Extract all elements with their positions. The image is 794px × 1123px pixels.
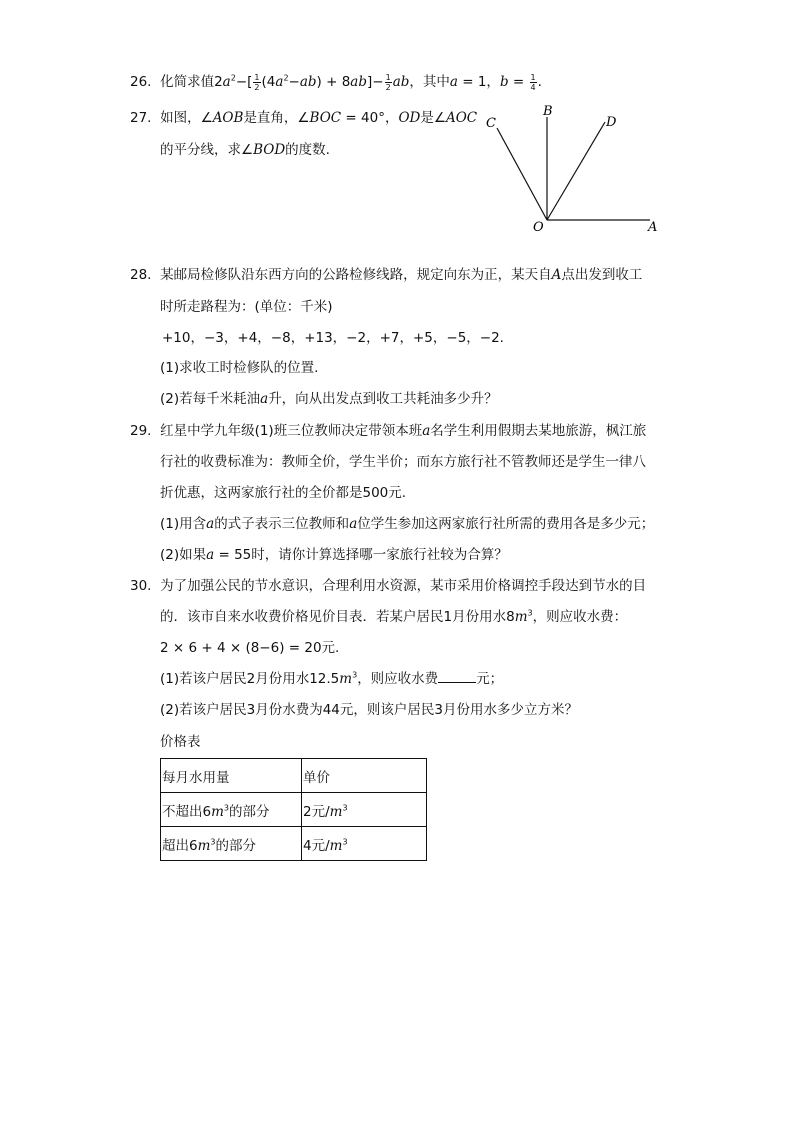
table-row <box>161 827 427 861</box>
question-30-line-2: 的．该市自来水收费价格见价目表．若某户居民1月份用水$8m^3$，则应收水费： <box>160 608 628 625</box>
question-number: 27. <box>130 110 152 126</box>
price-table-title: 价格表 <box>160 734 201 750</box>
answer-blank[interactable] <box>438 670 476 683</box>
fraction: $\frac{1}{4}$ <box>530 72 536 92</box>
table-cell: 4元$/m^3$ <box>302 827 427 861</box>
question-29-sub-1: (1)用含a的式子表示三位教师和a位学生参加这两家旅行社所需的费用各是多少元； <box>160 516 655 532</box>
question-27-line-1: 27. 如图，∠AOB是直角，∠BOC = 40°，OD是∠AOC <box>130 110 478 126</box>
question-29-sub-2: (2)如果a = 55时，请你计算选择哪一家旅行社较为合算？ <box>160 547 508 563</box>
question-29-line-3: 折优惠，这两家旅行社的全价都是500元. <box>160 485 407 501</box>
question-30-line-3: 2 × 6 + 4 × (8−6) = 20元. <box>160 640 340 656</box>
price-table <box>160 758 427 861</box>
angle-figure <box>470 95 670 240</box>
table-cell: 2元$/m^3$ <box>302 793 427 827</box>
question-29-line-2: 行社的收费标准为：教师全价，学生半价；而东方旅行社不管教师还是学生一律八 <box>160 454 646 470</box>
table-row <box>161 793 427 827</box>
ray-od <box>547 122 605 220</box>
label-b: B <box>543 104 553 119</box>
question-27-line-2: 的平分线，求∠BOD的度数. <box>160 142 330 158</box>
label-d: D <box>606 115 617 130</box>
question-28-sub-1: (1)求收工时检修队的位置. <box>160 360 319 376</box>
table-header-row <box>161 759 427 793</box>
question-number: 26. <box>130 74 152 90</box>
label-o: O <box>533 220 544 235</box>
question-number: 28. <box>130 267 152 283</box>
table-cell: 超出$6m^3$的部分 <box>161 827 302 861</box>
question-26: 26. 化简求值$2a^2-$[ $\frac{1}{2}$ $(4a^2-ab) + 8ab]-$ $\frac{1}{2}$ ab，其中a = 1，b = $\frac{1}{4}$ . <box>130 72 542 92</box>
fraction: $\frac{1}{2}$ <box>254 72 260 92</box>
question-28-line-3: +10，−3，+4，−8，+13，−2，+7，+5，−5，−2. <box>162 330 504 346</box>
label-c: C <box>486 116 496 131</box>
question-28-sub-2: (2)若每千米耗油a升，向从出发点到收工共耗油多少升？ <box>160 391 498 407</box>
question-30-sub-2: (2)若该户居民3月份水费为44元，则该户居民3月份用水多少立方米？ <box>160 702 578 718</box>
question-number: 30. <box>130 578 152 594</box>
question-30-line-1: 30. 为了加强公民的节水意识，合理利用水资源，某市采用价格调控手段达到节水的目 <box>130 578 647 594</box>
question-29-line-1: 29. 红星中学九年级(1)班三位教师决定带领本班a名学生利用假期去某地旅游，枫江旅 <box>130 423 647 439</box>
question-number: 29. <box>130 423 152 439</box>
question-28-line-2: 时所走路程为：(单位：千米) <box>160 299 333 315</box>
ray-oc <box>497 128 547 220</box>
table-header-cell: 单价 <box>302 759 427 793</box>
question-30-sub-1: (1)若该户居民2月份用水$12.5m^3$，则应收水费 元； <box>160 670 504 687</box>
table-header-cell: 每月水用量 <box>161 759 302 793</box>
table-cell: 不超出$6m^3$的部分 <box>161 793 302 827</box>
question-28-line-1: 28. 某邮局检修队沿东西方向的公路检修线路，规定向东为正，某天自A点出发到收工 <box>130 267 643 283</box>
label-a: A <box>648 220 658 235</box>
fraction: $\frac{1}{2}$ <box>385 72 391 92</box>
